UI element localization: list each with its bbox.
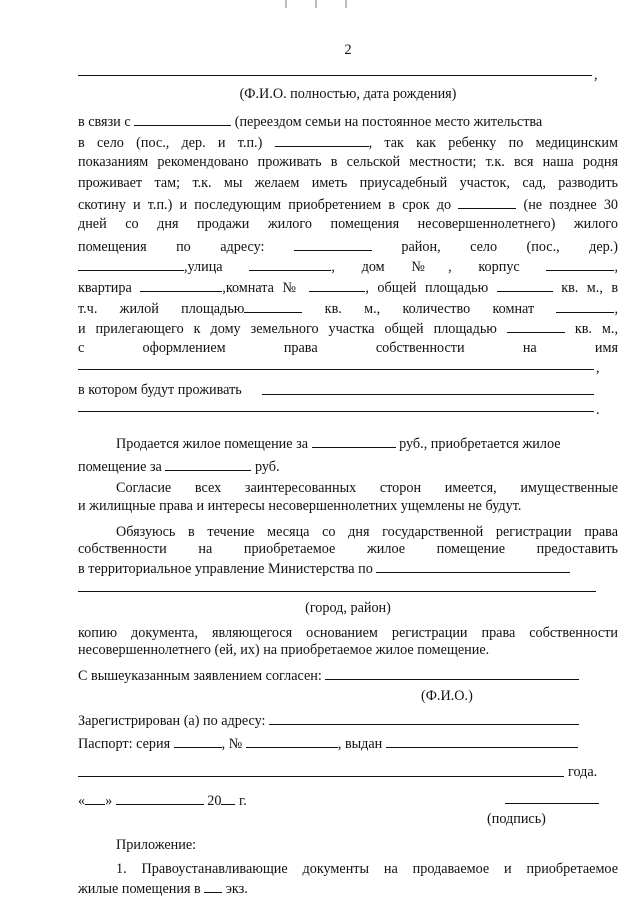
- agree-name-blank[interactable]: [325, 667, 579, 680]
- reason-line-11: и прилегающего к дому земельного участка общей площадью кв. м.,: [78, 321, 619, 337]
- registered-line: Зарегистрирован (а) по адресу:: [78, 712, 618, 728]
- attachment-item-line-2: жилые помещения в экз.: [78, 881, 248, 897]
- year-label: года.: [568, 764, 598, 780]
- district-blank[interactable]: [78, 258, 184, 271]
- attachment-title: Приложение:: [116, 837, 197, 853]
- signature-blank[interactable]: [505, 803, 599, 804]
- reason-line-12: с оформлением права собственности на имя: [78, 340, 619, 356]
- year-blank[interactable]: [221, 792, 235, 805]
- issued-by-blank[interactable]: [78, 776, 564, 777]
- obligation-line-3: в территориальное управление Министерства по: [78, 560, 618, 576]
- reason-line-5: скотину и т.п.) и последующим приобретением в срок до (не позднее 30: [78, 197, 619, 213]
- deadline-blank[interactable]: [458, 196, 516, 209]
- reason-line-10: т.ч. жилой площадью кв. м., количество комнат ,: [78, 301, 618, 317]
- ministry-blank[interactable]: [376, 560, 570, 573]
- city-blank[interactable]: [78, 591, 596, 592]
- passport-issued-blank[interactable]: [386, 735, 578, 748]
- address-blank[interactable]: [294, 238, 372, 251]
- reason-line-2: в село (пос., дер. и т.п.) , так как ребенку по медицинским: [78, 135, 619, 151]
- sale-price-blank[interactable]: [312, 435, 396, 448]
- building-blank[interactable]: [546, 258, 614, 271]
- passport-series-blank[interactable]: [174, 735, 222, 748]
- reason-line-8: ,улица , дом №, корпус ,: [78, 258, 618, 274]
- room-blank[interactable]: [309, 279, 365, 292]
- purchase-price-blank[interactable]: [165, 458, 251, 471]
- reason-line-3: показаниям рекомендовано проживать в сельской местности; т.к. вся наша родня: [78, 154, 618, 170]
- residents-blank-2[interactable]: [78, 411, 594, 412]
- street-blank[interactable]: [249, 258, 331, 271]
- reason-line-9: квартира ,комната № , общей площадью кв. м., в: [78, 280, 619, 296]
- reason-line-6: дней со дня продажи жилого помещения несовершеннолетнего) жилого: [78, 216, 618, 232]
- apartment-blank[interactable]: [140, 279, 222, 292]
- agree-line: С вышеуказанным заявлением согласен:: [78, 667, 618, 683]
- living-area-blank[interactable]: [244, 300, 302, 313]
- passport-number-blank[interactable]: [246, 735, 338, 748]
- copy-doc-line-2: несовершеннолетнего (ей, их) на приобретаемое жилое помещение.: [78, 642, 490, 658]
- obligation-line-1: Обязуюсь в течение месяца со дня государственной регистрации права: [116, 524, 618, 540]
- fio-blank-line[interactable]: [78, 75, 592, 76]
- sale-line-2: помещение за руб.: [78, 459, 280, 475]
- obligation-line-2: собственности на приобретаемое жилое помещение предоставить: [78, 541, 619, 557]
- total-area-blank[interactable]: [497, 279, 553, 292]
- land-area-blank[interactable]: [507, 320, 565, 333]
- consent-line-1: Согласие всех заинтересованных сторон имеется, имущественные: [116, 480, 618, 496]
- fio-caption: (Ф.И.О.): [421, 688, 473, 704]
- month-blank[interactable]: [116, 792, 204, 805]
- city-caption: (город, район): [305, 600, 391, 616]
- registered-address-blank[interactable]: [269, 712, 579, 725]
- rooms-blank[interactable]: [556, 300, 614, 313]
- reason-line-7: помещения по адресу: район, село (пос., дер.): [78, 239, 619, 255]
- reason-line-14: в котором будут проживать: [78, 382, 242, 398]
- reason-line-4: проживает там; т.к. мы желаем иметь приусадебный участок, сад, разводить: [78, 175, 618, 191]
- copy-doc-line-1: копию документа, являющегося основанием регистрации права собственности: [78, 625, 618, 641]
- sale-line-1: Продается жилое помещение за руб., приобретается жилое: [116, 436, 561, 452]
- reason-blank[interactable]: [134, 113, 231, 126]
- reason-line-1: в связи с (переездом семьи на постоянное место жительства: [78, 114, 543, 130]
- residents-blank[interactable]: [262, 394, 594, 395]
- owner-name-blank[interactable]: [78, 369, 594, 370]
- top-edge-marks: [275, 0, 355, 8]
- consent-line-2: и жилищные права и интересы несовершеннолетних ущемлены не будут.: [78, 498, 522, 514]
- signature-caption: (подпись): [487, 811, 546, 827]
- copies-blank[interactable]: [204, 880, 222, 893]
- page-number: 2: [344, 42, 352, 58]
- fio-birth-caption: (Ф.И.О. полностью, дата рождения): [239, 86, 457, 102]
- date-line: « » 20 г.: [78, 793, 247, 809]
- passport-line: Паспорт: серия , № , выдан: [78, 735, 618, 751]
- attachment-item-line-1: 1. Правоустанавливающие документы на продаваемое и приобретаемое: [116, 861, 618, 877]
- village-blank[interactable]: [275, 134, 369, 147]
- day-blank[interactable]: [85, 792, 105, 805]
